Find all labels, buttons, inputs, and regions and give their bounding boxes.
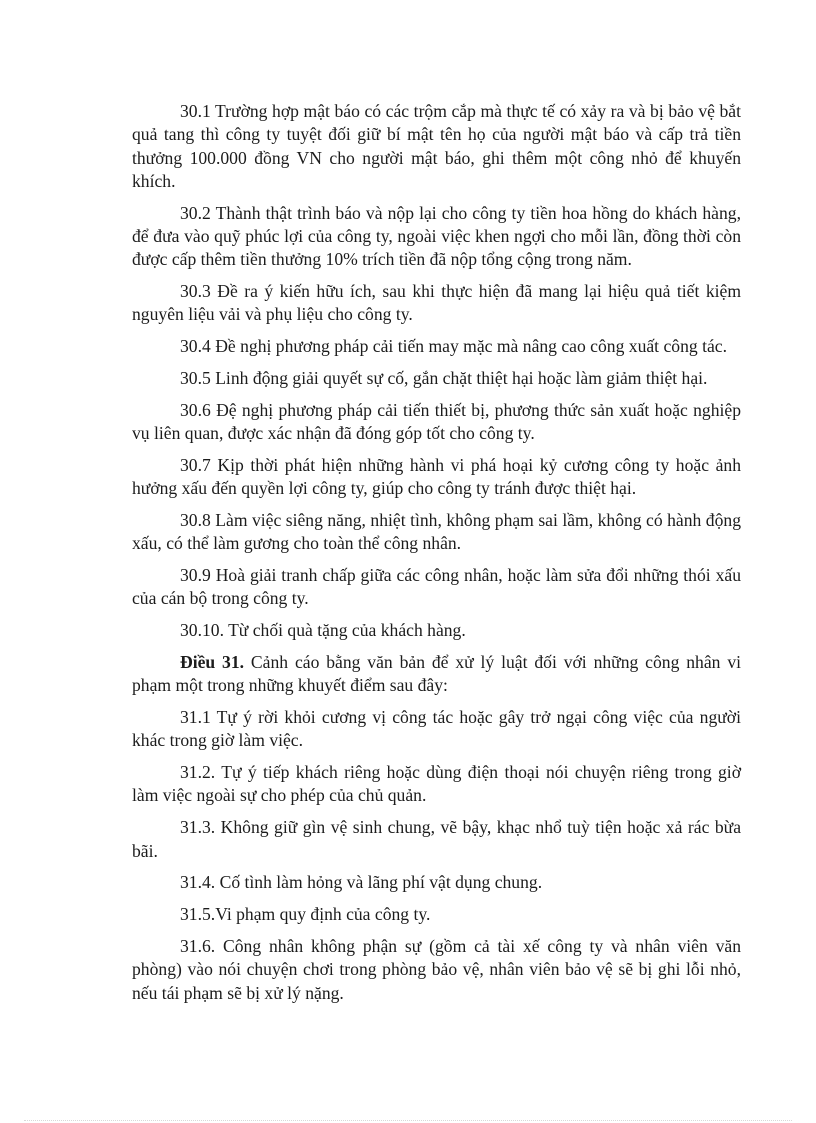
paragraph-30-9: 30.9 Hoà giải tranh chấp giữa các công nhân, hoặc làm sửa đổi những thói xấu của cán bộ trong công ty. [132, 565, 741, 609]
paragraph-30-10: 30.10. Từ chối quà tặng của khách hàng. [180, 620, 466, 641]
paragraph-30-3: 30.3 Đề ra ý kiến hữu ích, sau khi thực hiện đã mang lại hiệu quả tiết kiệm nguyên liệu vải và phụ liệu cho công ty. [132, 281, 741, 325]
paragraph-30-7: 30.7 Kịp thời phát hiện những hành vi phá hoại kỷ cương công ty hoặc ảnh hưởng xấu đến quyền lợi công ty, giúp cho công ty tránh được thiệt hại. [132, 454, 741, 499]
paragraph-30-6: 30.6 Đệ nghị phương pháp cải tiến thiết bị, phương thức sản xuất hoặc nghiệp vụ liên quan, được xác nhận đã đóng góp tốt cho công ty. [132, 399, 741, 444]
paragraph-30-8: 30.8 Làm việc siêng năng, nhiệt tình, không phạm sai lầm, không có hành động xấu, có thể làm gương cho toàn thể công nhân. [132, 509, 741, 554]
paragraph-31-6: 31.6. Công nhân không phận sự (gồm cả tài xế công ty và nhân viên văn phòng) vào nói chuyện chơi trong phòng bảo vệ, nhân viên bảo vệ sẽ bị ghi lỗi nhỏ, nếu tái phạm sẽ bị xử lý nặng. [132, 935, 741, 1003]
paragraph-30-2: 30.2 Thành thật trình báo và nộp lại cho công ty tiền hoa hồng do khách hàng, để đưa vào quỹ phúc lợi của công ty, ngoài việc khen ngợi cho mỗi lần, đồng thời còn được cấp thêm tiền thưởng 10% trích tiền đã nộp tổng cộng trong năm. [132, 202, 741, 270]
paragraph-31-1: 31.1 Tự ý rời khỏi cương vị công tác hoặc gây trở ngại công việc của người khác trong giờ làm việc. [132, 707, 741, 751]
paragraph-30-5: 30.5 Linh động giải quyết sự cố, gắn chặt thiệt hại hoặc làm giảm thiệt hại. [180, 367, 708, 388]
article-31-text: Cảnh cáo bằng văn bản để xử lý luật đối với những công nhân vi phạm một trong những khuyết điểm sau đây: [132, 651, 741, 696]
paragraph-31-2: 31.2. Tự ý tiếp khách riêng hoặc dùng điện thoại nói chuyện riêng trong giờ làm việc ngoài sự cho phép của chủ quản. [132, 762, 741, 806]
article-31-label: Điều 31. [180, 651, 245, 672]
paragraph-31-4: 31.4. Cố tình làm hỏng và lãng phí vật dụng chung. [180, 872, 543, 893]
paragraph-30-4: 30.4 Đề nghị phương pháp cải tiến may mặc mà nâng cao công xuất công tác. [180, 336, 727, 357]
page-bottom-divider [24, 1120, 792, 1121]
paragraph-30-1: 30.1 Trường hợp mật báo có các trộm cắp mà thực tế có xảy ra và bị bảo vệ bắt quả tang thì công ty tuyệt đối giữ bí mật tên họ của người mật báo và cấp trả tiền thưởng 100.000 đồng VN cho người mật báo, ghi thêm một công nhỏ để khuyến khích. [132, 101, 741, 191]
paragraph-31-3: 31.3. Không giữ gìn vệ sinh chung, vẽ bậy, khạc nhổ tuỳ tiện hoặc xả rác bừa bãi. [132, 817, 741, 861]
article-31-heading [132, 651, 741, 698]
paragraph-31-5: 31.5.Vi phạm quy định của công ty. [180, 904, 431, 925]
document-body [132, 100, 741, 1013]
